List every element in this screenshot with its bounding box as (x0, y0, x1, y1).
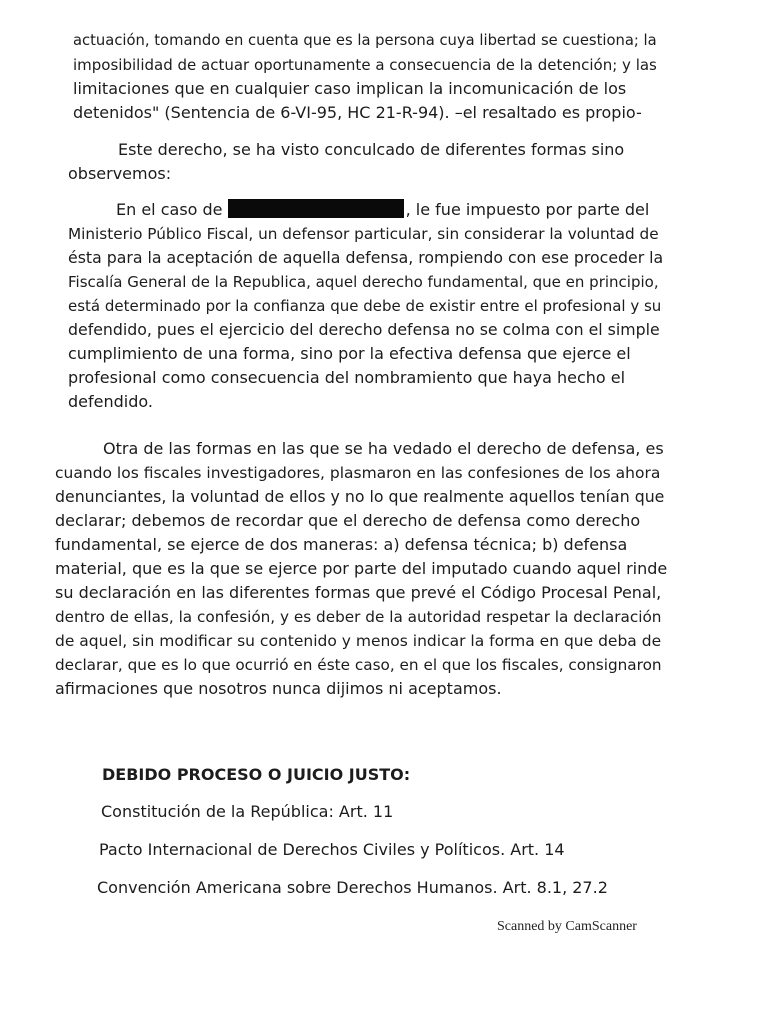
text-line (68, 198, 666, 222)
text-line: está determinado por la confianza que debe de existir entre el profesional y su (68, 297, 662, 315)
case-continuation-text: , le fue impuesto por parte del (405, 200, 650, 219)
text-line: ésta para la aceptación de aquella defensa, rompiendo con ese proceder la (68, 248, 664, 267)
text-line: denunciantes, la voluntad de ellos y no lo que realmente aquellos tenían que (55, 487, 665, 506)
text-line: Otra de las formas en las que se ha vedado el derecho de defensa, es (103, 439, 664, 458)
text-line: limitaciones que en cualquier caso implican la incomunicación de los (73, 79, 627, 98)
text-line: cuando los fiscales investigadores, plasmaron en las confesiones de los ahora (55, 464, 661, 482)
text-line: detenidos" (Sentencia de 6-VI-95, HC 21-R-94). –el resaltado es propio- (73, 103, 642, 122)
text-line: material, que es la que se ejerce por parte del imputado cuando aquel rinde (55, 559, 668, 578)
reference-convencion-americana: Convención Americana sobre Derechos Humanos. Art. 8.1, 27.2 (97, 878, 608, 897)
text-line: actuación, tomando en cuenta que es la persona cuya libertad se cuestiona; la (73, 32, 657, 49)
text-line: declarar, que es lo que ocurrió en éste caso, en el que los fiscales, consignaron (55, 656, 662, 674)
paragraph-derecho-conculcado (68, 138, 666, 186)
paragraph-confesiones (55, 437, 667, 701)
text-line: profesional como consecuencia del nombramiento que haya hecho el (68, 368, 626, 387)
text-line: Fiscalía General de la Republica, aquel derecho fundamental, que en principio, (68, 273, 659, 291)
text-line: cumplimiento de una forma, sino por la efectiva defensa que ejerce el (68, 344, 631, 363)
reference-pacto-internacional: Pacto Internacional de Derechos Civiles y Políticos. Art. 14 (99, 840, 565, 859)
text-line: su declaración en las diferentes formas que prevé el Código Procesal Penal, (55, 583, 662, 602)
text-line: defendido, pues el ejercicio del derecho defensa no se colma con el simple (68, 320, 660, 339)
text-line: afirmaciones que nosotros nunca dijimos ni aceptamos. (55, 679, 502, 698)
paragraph-caso-defensor (68, 198, 666, 414)
text-line: declarar; debemos de recordar que el derecho de defensa como derecho (55, 511, 641, 530)
case-intro-text: En el caso de (116, 200, 223, 219)
redacted-name-block (228, 199, 404, 218)
text-line: Este derecho, se ha visto conculcado de diferentes formas sino (118, 140, 625, 159)
camscanner-watermark: Scanned by CamScanner (497, 919, 637, 934)
intro-paragraph (73, 29, 666, 125)
text-line: imposibilidad de actuar oportunamente a consecuencia de la detención; y las (73, 56, 657, 74)
text-line: de aquel, sin modificar su contenido y menos indicar la forma en que deba de (55, 632, 662, 650)
text-line: Ministerio Público Fiscal, un defensor particular, sin considerar la voluntad de (68, 225, 659, 243)
text-line: observemos: (68, 164, 172, 183)
text-line: fundamental, se ejerce de dos maneras: a) defensa técnica; b) defensa (55, 535, 628, 554)
text-line: dentro de ellas, la confesión, y es deber de la autoridad respetar la declaración (55, 608, 662, 626)
reference-constitucion: Constitución de la República: Art. 11 (101, 802, 394, 821)
section-heading: DEBIDO PROCESO O JUICIO JUSTO: (102, 765, 411, 784)
text-line: defendido. (68, 392, 153, 411)
